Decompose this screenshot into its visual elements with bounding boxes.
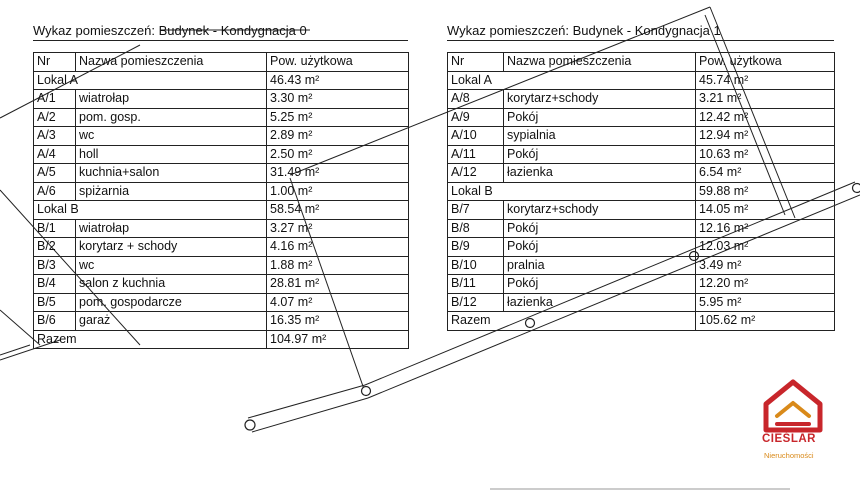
cell-name: korytarz+schody — [504, 90, 696, 109]
cell-area: 58.54 m² — [267, 201, 409, 220]
cell-name: pralnia — [504, 256, 696, 275]
cell-area: 10.63 m² — [696, 145, 835, 164]
table-row — [34, 182, 409, 201]
table-row — [448, 145, 835, 164]
right-room-table — [447, 52, 835, 331]
cell-area: 3.21 m² — [696, 90, 835, 109]
table-row — [34, 108, 409, 127]
cell-nr: B/11 — [448, 275, 504, 294]
table-row — [448, 108, 835, 127]
cell-nr: B/6 — [34, 312, 76, 331]
table-row — [34, 90, 409, 109]
cell-nr: B/12 — [448, 293, 504, 312]
header-area: Pow. użytkowa — [267, 53, 409, 72]
cell-name: Pokój — [504, 238, 696, 257]
left-room-table — [33, 52, 409, 349]
cell-name: wc — [76, 256, 267, 275]
logo-subtitle: Nieruchomości — [764, 451, 814, 460]
header-name: Nazwa pomieszczenia — [504, 53, 696, 72]
cell-nr: A/2 — [34, 108, 76, 127]
table-row — [448, 71, 835, 90]
cell-nr: A/6 — [34, 182, 76, 201]
cell-name: Pokój — [504, 275, 696, 294]
cell-nr: Razem — [448, 312, 696, 331]
table-row — [34, 219, 409, 238]
table-row — [448, 219, 835, 238]
cell-area: 1.00 m² — [267, 182, 409, 201]
cell-area: 45.74 m² — [696, 71, 835, 90]
cell-name: kuchnia+salon — [76, 164, 267, 183]
logo-name: CIEŚLAR — [762, 433, 816, 445]
cell-area: 5.95 m² — [696, 293, 835, 312]
cell-area: 59.88 m² — [696, 182, 835, 201]
cell-nr: B/10 — [448, 256, 504, 275]
header-name: Nazwa pomieszczenia — [76, 53, 267, 72]
bottom-divider — [490, 488, 790, 490]
cell-area: 4.07 m² — [267, 293, 409, 312]
cell-nr: A/5 — [34, 164, 76, 183]
cell-name: wc — [76, 127, 267, 146]
header-nr: Nr — [34, 53, 76, 72]
cell-area: 2.89 m² — [267, 127, 409, 146]
cell-nr: B/1 — [34, 219, 76, 238]
cell-area: 3.27 m² — [267, 219, 409, 238]
cell-name: sypialnia — [504, 127, 696, 146]
table-row — [448, 90, 835, 109]
cell-name: Pokój — [504, 108, 696, 127]
cell-area: 3.49 m² — [696, 256, 835, 275]
table-row — [448, 256, 835, 275]
house-logo-icon — [760, 378, 826, 434]
table-total-row — [34, 330, 409, 349]
right-table-title: Wykaz pomieszczeń: Budynek - Kondygnacja 1 — [447, 23, 721, 38]
cell-nr: A/11 — [448, 145, 504, 164]
right-title-underline — [447, 40, 834, 41]
cell-area: 12.20 m² — [696, 275, 835, 294]
cell-nr: A/4 — [34, 145, 76, 164]
table-row — [34, 275, 409, 294]
cell-name: Pokój — [504, 219, 696, 238]
cell-name: łazienka — [504, 164, 696, 183]
table-header-row — [448, 53, 835, 72]
table-row — [34, 238, 409, 257]
cell-nr: B/4 — [34, 275, 76, 294]
cell-area: 12.03 m² — [696, 238, 835, 257]
left-table-title: Wykaz pomieszczeń: Budynek - Kondygnacja 0 — [33, 23, 307, 38]
cell-nr: Lokal B — [448, 182, 696, 201]
cell-name: pom. gospodarcze — [76, 293, 267, 312]
table-row — [34, 293, 409, 312]
table-row — [448, 238, 835, 257]
left-title-underline — [33, 40, 408, 41]
cell-area: 3.30 m² — [267, 90, 409, 109]
cell-area: 12.94 m² — [696, 127, 835, 146]
cell-area: 5.25 m² — [267, 108, 409, 127]
table-row — [34, 312, 409, 331]
cell-area: 46.43 m² — [267, 71, 409, 90]
cell-nr: A/3 — [34, 127, 76, 146]
table-row — [34, 127, 409, 146]
cell-area: 12.16 m² — [696, 219, 835, 238]
cell-name: korytarz + schody — [76, 238, 267, 257]
cell-nr: A/12 — [448, 164, 504, 183]
cell-nr: B/3 — [34, 256, 76, 275]
table-row — [34, 164, 409, 183]
cell-name: wiatrołap — [76, 219, 267, 238]
cell-name: łazienka — [504, 293, 696, 312]
header-area: Pow. użytkowa — [696, 53, 835, 72]
table-row — [34, 201, 409, 220]
table-total-row — [448, 312, 835, 331]
cell-name: spiżarnia — [76, 182, 267, 201]
table-row — [34, 256, 409, 275]
cell-nr: A/8 — [448, 90, 504, 109]
cell-area: 105.62 m² — [696, 312, 835, 331]
cell-nr: A/9 — [448, 108, 504, 127]
cell-name: wiatrołap — [76, 90, 267, 109]
cell-area: 16.35 m² — [267, 312, 409, 331]
cell-nr: B/5 — [34, 293, 76, 312]
cell-area: 28.81 m² — [267, 275, 409, 294]
cell-nr: B/9 — [448, 238, 504, 257]
table-row — [448, 275, 835, 294]
cell-name: salon z kuchnia — [76, 275, 267, 294]
table-row — [448, 182, 835, 201]
cell-nr: B/2 — [34, 238, 76, 257]
table-row — [448, 201, 835, 220]
cell-area: 14.05 m² — [696, 201, 835, 220]
cell-area: 4.16 m² — [267, 238, 409, 257]
cell-area: 31.49 m² — [267, 164, 409, 183]
cell-name: Pokój — [504, 145, 696, 164]
cell-area: 6.54 m² — [696, 164, 835, 183]
cell-nr: B/8 — [448, 219, 504, 238]
header-nr: Nr — [448, 53, 504, 72]
cell-name: korytarz+schody — [504, 201, 696, 220]
cell-nr: Lokal B — [34, 201, 267, 220]
cell-area: 104.97 m² — [267, 330, 409, 349]
cell-name: holl — [76, 145, 267, 164]
table-row — [34, 145, 409, 164]
cell-area: 12.42 m² — [696, 108, 835, 127]
table-row — [448, 164, 835, 183]
cell-area: 2.50 m² — [267, 145, 409, 164]
cell-area: 1.88 m² — [267, 256, 409, 275]
table-row — [448, 293, 835, 312]
cell-nr: A/1 — [34, 90, 76, 109]
table-header-row — [34, 53, 409, 72]
table-row — [34, 71, 409, 90]
cell-name: garaż — [76, 312, 267, 331]
table-row — [448, 127, 835, 146]
cell-nr: Razem — [34, 330, 267, 349]
cell-nr: Lokal A — [448, 71, 696, 90]
cell-nr: B/7 — [448, 201, 504, 220]
cell-nr: A/10 — [448, 127, 504, 146]
cell-name: pom. gosp. — [76, 108, 267, 127]
cell-nr: Lokal A — [34, 71, 267, 90]
